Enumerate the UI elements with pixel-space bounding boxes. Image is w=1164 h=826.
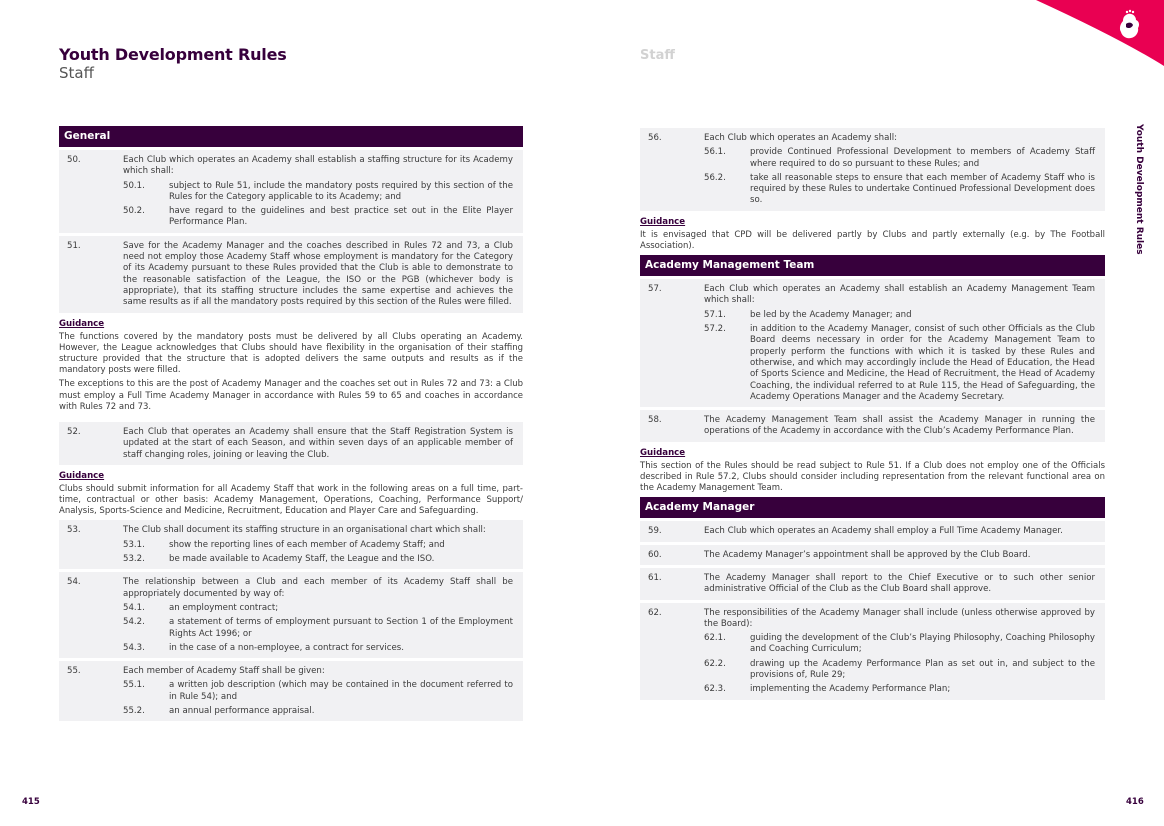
subrule-number: 62.2.	[704, 658, 726, 669]
rule-number: 53.	[67, 525, 81, 536]
rule-54	[59, 572, 523, 658]
right-column	[640, 128, 1105, 703]
subrule-number: 57.1.	[704, 309, 726, 320]
rule-text: The relationship between a Club and each member of its Academy Staff shall be appropriately documented by way of:	[123, 577, 513, 599]
subrule-number: 56.2.	[704, 172, 726, 183]
guidance-paragraph: The exceptions to this are the post of Academy Manager and the coaches set out in Rules 72 and 73: a Club must employ a Full Time Academy Manager in accordance with Rules 59 to 65 and coaches in accordance with Rules 72 and 73.	[59, 379, 523, 412]
rule-61	[640, 568, 1105, 600]
corner-pink-shape	[1036, 0, 1164, 66]
rule-58	[640, 410, 1105, 442]
subrule-number: 57.2.	[704, 324, 726, 335]
rule-number: 54.	[67, 577, 81, 588]
guidance-paragraph: The functions covered by the mandatory posts must be delivered by all Clubs operating an Academy. However, the League acknowledges that Clubs should have flexibility in the organisation of their staffing structure provided that the structure that is adopted delivers the same outputs and results as if the mandatory posts were filled.	[59, 331, 523, 376]
subrule-number: 54.2.	[123, 617, 145, 628]
rule-text: Each Club which operates an Academy shall establish an Academy Management Team which shall:	[704, 284, 1095, 306]
running-header: Staff	[640, 48, 675, 63]
document-subtitle: Staff	[59, 64, 94, 82]
section-header-academy-management-team: Academy Management Team	[640, 255, 1105, 276]
rule-text: The Academy Manager shall report to the Chief Executive or to such other senior administrative Official of the Club as the Club Board shall approve.	[704, 572, 1095, 595]
rule-number: 60.	[648, 549, 662, 560]
vertical-document-title: Youth Development Rules	[1134, 124, 1144, 255]
rule-50	[59, 150, 523, 233]
rule-56	[640, 128, 1105, 211]
subrule-text: take all reasonable steps to ensure that each member of Academy Staff who is required by these Rules to undertake Continued Professional Development does so.	[750, 172, 1095, 206]
guidance-heading: Guidance	[59, 470, 105, 481]
document-title: Youth Development Rules	[59, 45, 287, 64]
rule-62	[640, 603, 1105, 700]
section-header-academy-manager: Academy Manager	[640, 497, 1105, 518]
rule-text: Each Club which operates an Academy shall employ a Full Time Academy Manager.	[704, 526, 1063, 537]
subrule-text: in addition to the Academy Manager, consist of such other Officials as the Club Board deems necessary in order for the Academy Management Team to properly perform the functions with which it is tasked by these Rules and otherwise, and which may accordingly include the Head of Education, the Head of Sports Science and Medicine, the Head of Recruitment, the Head of Academy Coaching, the individual referred to at Rule 115, the Head of Safeguarding, the Academy Operations Manager and the Academy Secretary.	[750, 324, 1095, 402]
subrule-text: show the reporting lines of each member of Academy Staff; and	[169, 539, 445, 550]
subrule-number: 50.2.	[123, 206, 145, 217]
rule-number: 50.	[67, 155, 81, 165]
rule-text: Each member of Academy Staff shall be given:	[123, 666, 325, 677]
page-number: 416	[1126, 797, 1144, 807]
rule-51	[59, 236, 523, 313]
rule-text: Save for the Academy Manager and the coaches described in Rules 72 and 73, a Club need not employ those Academy Staff whose employment is mandatory for the Category of its Academy pursuant to these Rules provided that the Club is able to demonstrate to the reasonable satisfaction of the League, the ISO or the PGB (whichever body is appropriate), that its staffing structure includes the same expertise and achieves the same results as if all the mandatory posts required by this section of the Rules were filled.	[123, 240, 513, 308]
rule-53	[59, 520, 523, 569]
subrule-number: 54.3.	[123, 642, 145, 653]
section-header-general: General	[59, 126, 523, 147]
rule-52	[59, 422, 523, 465]
subrule-text: guiding the development of the Club’s Playing Philosophy, Coaching Philosophy and Coaching Curriculum;	[750, 633, 1095, 655]
subrule-number: 62.3.	[704, 684, 726, 695]
right-page	[582, 0, 1164, 826]
rule-number: 55.	[67, 666, 81, 677]
rule-text: Each Club which operates an Academy shall establish a staffing structure for its Academy which shall:	[123, 155, 513, 177]
rule-number: 52.	[67, 426, 81, 437]
subrule-text: a statement of terms of employment pursuant to Section 1 of the Employment Rights Act 1996; or	[169, 617, 513, 639]
rule-number: 51.	[67, 240, 81, 251]
guidance-heading: Guidance	[640, 216, 686, 227]
rule-number: 57.	[648, 284, 662, 295]
rule-59	[640, 521, 1105, 541]
rule-number: 62.	[648, 607, 662, 618]
subrule-text: an annual performance appraisal.	[169, 706, 315, 717]
subrule-text: drawing up the Academy Performance Plan as set out in, and subject to the provisions of, Rule 29;	[750, 658, 1095, 681]
subrule-number: 56.1.	[704, 147, 726, 158]
subrule-number: 53.1.	[123, 539, 145, 550]
guidance-paragraph: Clubs should submit information for all Academy Staff that work in the following areas on a full time, part-time, contractual or other basis: Academy Management, Operations, Coaching, Performance Support/ Analysis, Sports-Science and Medicine, Recruitment, Education and Player Care and Safeguarding.	[59, 483, 523, 517]
subrule-number: 53.2.	[123, 554, 145, 565]
guidance-paragraph: It is envisaged that CPD will be delivered partly by Clubs and partly externally (e.g. by The Football Association).	[640, 229, 1105, 251]
left-column	[59, 126, 523, 724]
guidance-paragraph: This section of the Rules should be read subject to Rule 51. If a Club does not employ one of the Officials described in Rule 57.2, Clubs should consider including representation from the relevant functional area on the Academy Management Team.	[640, 460, 1105, 494]
subrule-text: have regard to the guidelines and best practice set out in the Elite Player Performance Plan.	[169, 206, 513, 228]
rule-60	[640, 545, 1105, 565]
subrule-text: subject to Rule 51, include the mandatory posts required by this section of the Rules for the Category applicable to its Academy; and	[169, 180, 513, 202]
subrule-text: implementing the Academy Performance Plan;	[750, 684, 951, 695]
rule-number: 58.	[648, 415, 662, 426]
rule-55	[59, 661, 523, 721]
subrule-number: 55.1.	[123, 680, 145, 691]
subrule-number: 62.1.	[704, 633, 726, 644]
rule-text: The Club shall document its staffing structure in an organisational chart which shall:	[123, 525, 486, 536]
rule-text: The Academy Manager’s appointment shall be approved by the Club Board.	[704, 549, 1031, 560]
subrule-text: be made available to Academy Staff, the League and the ISO.	[169, 554, 435, 565]
subrule-text: in the case of a non-employee, a contract for services.	[169, 642, 404, 653]
guidance-heading: Guidance	[640, 447, 686, 458]
subrule-text: be led by the Academy Manager; and	[750, 309, 912, 320]
rule-text: The Academy Management Team shall assist the Academy Manager in running the operations of the Academy in accordance with the Club’s Academy Performance Plan.	[704, 415, 1095, 437]
subrule-text: an employment contract;	[169, 602, 279, 613]
rule-number: 61.	[648, 572, 662, 583]
rule-57	[640, 279, 1105, 407]
subrule-text: provide Continued Professional Development to members of Academy Staff where required to do so pursuant to these Rules; and	[750, 147, 1095, 169]
rule-text: Each Club that operates an Academy shall ensure that the Staff Registration System is updated at the start of each Season, and within seven days of an applicable member of staff changing roles, joining or leaving the Club.	[123, 426, 513, 460]
subrule-text: a written job description (which may be contained in the document referred to in Rule 54); and	[169, 680, 513, 702]
subrule-number: 54.1.	[123, 602, 145, 613]
page-number: 415	[22, 797, 40, 807]
rule-text: Each Club which operates an Academy shall:	[704, 133, 898, 143]
corner-brand-graphic	[1014, 0, 1164, 80]
rule-number: 59.	[648, 526, 662, 537]
guidance-heading: Guidance	[59, 318, 105, 329]
subrule-number: 55.2.	[123, 706, 145, 717]
rule-number: 56.	[648, 133, 662, 143]
subrule-number: 50.1.	[123, 180, 145, 191]
rule-text: The responsibilities of the Academy Manager shall include (unless otherwise approved by the Board):	[704, 607, 1095, 629]
